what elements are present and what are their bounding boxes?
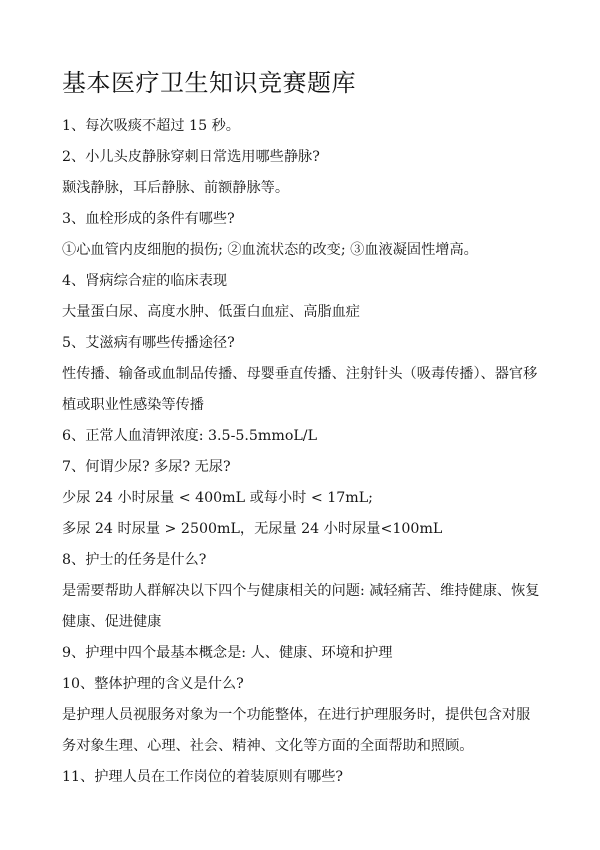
question-10: 10、整体护理的含义是什么? bbox=[62, 676, 244, 692]
question-7: 7、何谓少尿? 多尿? 无尿? bbox=[62, 459, 231, 475]
answer-10: 是护理人员视服务对象为一个功能整体，在进行护理服务时，提供包含对服务对象生理、心理、社会、精神、文化等方面的全面帮助和照顾。 bbox=[62, 707, 531, 754]
answer-2: 颞浅静脉，耳后静脉、前额静脉等。 bbox=[62, 180, 290, 196]
question-11: 11、护理人员在工作岗位的着装原则有哪些? bbox=[62, 769, 344, 785]
question-8: 8、护士的任务是什么? bbox=[62, 552, 207, 568]
answer-4: 大量蛋白尿、高度水肿、低蛋白血症、高脂血症 bbox=[62, 304, 360, 320]
document-title: 基本医疗卫生知识竞赛题库 bbox=[62, 69, 356, 97]
question-2: 2、小儿头皮静脉穿刺日常选用哪些静脉? bbox=[62, 149, 320, 165]
question-6: 6、正常人血清钾浓度: 3.5-5.5mmoL/L bbox=[62, 428, 317, 444]
answer-3: ①心血管内皮细胞的损伤; ②血流状态的改变; ③血液凝固性增高。 bbox=[62, 242, 478, 258]
answer-7-polyuria-anuria: 多尿 24 时尿量 > 2500mL，无尿量 24 小时尿量<100mL bbox=[62, 521, 443, 537]
question-1: 1、每次吸痰不超过 15 秒。 bbox=[62, 118, 240, 134]
question-5: 5、艾滋病有哪些传播途径? bbox=[62, 335, 235, 351]
question-4: 4、肾病综合症的临床表现 bbox=[62, 273, 228, 289]
question-9: 9、护理中四个最基本概念是: 人、健康、环境和护理 bbox=[62, 645, 393, 661]
question-3: 3、血栓形成的条件有哪些? bbox=[62, 211, 235, 227]
answer-7-oliguria: 少尿 24 小时尿量 < 400mL 或每小时 < 17mL; bbox=[62, 490, 373, 506]
answer-5: 性传播、输备或血制品传播、母婴垂直传播、注射针头（吸毒传播）、器官移植或职业性感染等传播 bbox=[62, 366, 538, 413]
answer-8: 是需要帮助人群解决以下四个与健康相关的问题: 减轻痛苦、维持健康、恢复健康、促进健康 bbox=[62, 583, 540, 630]
question-list bbox=[62, 111, 544, 793]
